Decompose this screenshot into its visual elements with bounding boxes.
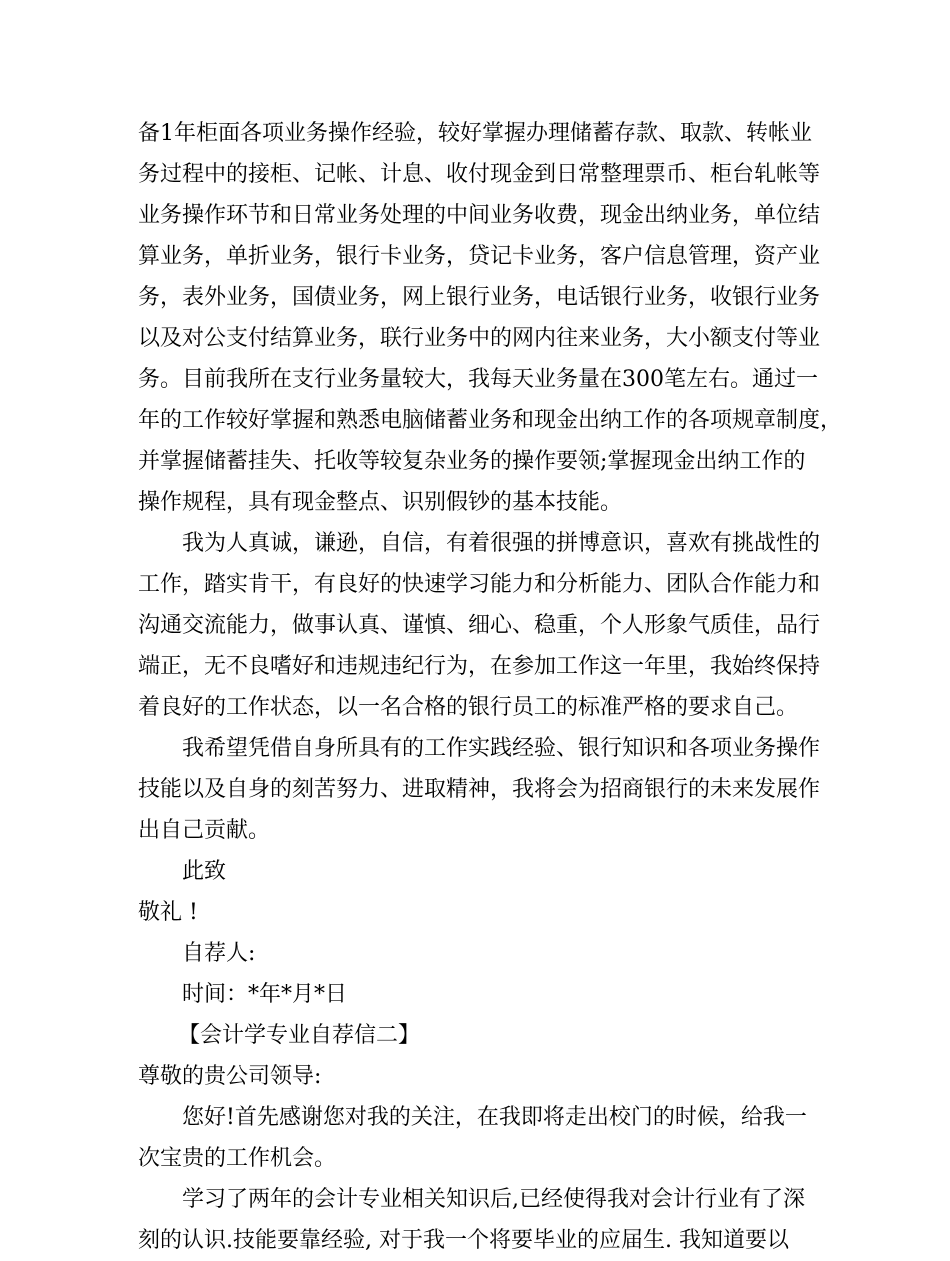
text-line: 业务操作环节和日常业务处理的中间业务收费，现金出纳业务，单位结	[138, 203, 821, 228]
closing-regards: 敬礼 !	[138, 900, 198, 925]
section-heading: 【会计学专业自荐信二】	[178, 1023, 421, 1048]
date-line: 时间：*年*月*日	[182, 982, 348, 1007]
text-line: 着良好的工作状态，以一名合格的银行员工的标准严格的要求自己。	[138, 695, 799, 720]
text-line: 以及对公支付结算业务，联行业务中的网内往来业务，大小额支付等业	[138, 326, 821, 351]
text-line: 沟通交流能力，做事认真、谨慎、细心、稳重，个人形象气质佳，品行	[138, 613, 821, 638]
text-line: 务过程中的接柜、记帐、计息、收付现金到日常整理票币、柜台轧帐等	[138, 162, 821, 187]
text-line: 备1年柜面各项业务操作经验，较好掌握办理储蓄存款、取款、转帐业	[138, 121, 812, 146]
text-line: 次宝贵的工作机会。	[138, 1146, 337, 1171]
greeting-line: 尊敬的贵公司领导:	[138, 1064, 322, 1089]
text-line: 操作规程，具有现金整点、识别假钞的基本技能。	[138, 490, 623, 515]
document-body	[138, 113, 843, 1261]
paragraph-start-line: 您好!首先感谢您对我的关注，在我即将走出校门的时候，给我一	[182, 1105, 807, 1130]
text-line: 出自己贡献。	[138, 818, 271, 843]
text-line: 技能以及自身的刻苦努力、进取精神，我将会为招商银行的未来发展作	[138, 777, 821, 802]
signature-label: 自荐人:	[182, 941, 256, 966]
text-line: 务，表外业务，国债业务，网上银行业务，电话银行业务，收银行业务	[138, 285, 821, 310]
text-line: 端正，无不良嗜好和违规违纪行为，在参加工作这一年里，我始终保持	[138, 654, 821, 679]
text-line: 年的工作较好掌握和熟悉电脑储蓄业务和现金出纳工作的各项规章制度，	[138, 408, 843, 433]
text-line: 刻的认识.技能要靠经验, 对于我一个将要毕业的应届生. 我知道要以	[138, 1228, 789, 1253]
text-line: 工作，踏实肯干，有良好的快速学习能力和分析能力、团队合作能力和	[138, 572, 821, 597]
text-line: 并掌握储蓄挂失、托收等较复杂业务的操作要领;掌握现金出纳工作的	[138, 449, 806, 474]
paragraph-start-line: 我希望凭借自身所具有的工作实践经验、银行知识和各项业务操作	[182, 736, 821, 761]
text-line: 算业务，单折业务，银行卡业务，贷记卡业务，客户信息管理，资产业	[138, 244, 821, 269]
paragraph-start-line: 我为人真诚，谦逊，自信，有着很强的拼博意识，喜欢有挑战性的	[182, 531, 821, 556]
text-line: 务。目前我所在支行业务量较大，我每天业务量在300笔左右。通过一	[138, 367, 818, 392]
paragraph-start-line: 学习了两年的会计专业相关知识后,已经使得我对会计行业有了深	[182, 1187, 805, 1212]
closing-salutation: 此致	[182, 859, 227, 884]
